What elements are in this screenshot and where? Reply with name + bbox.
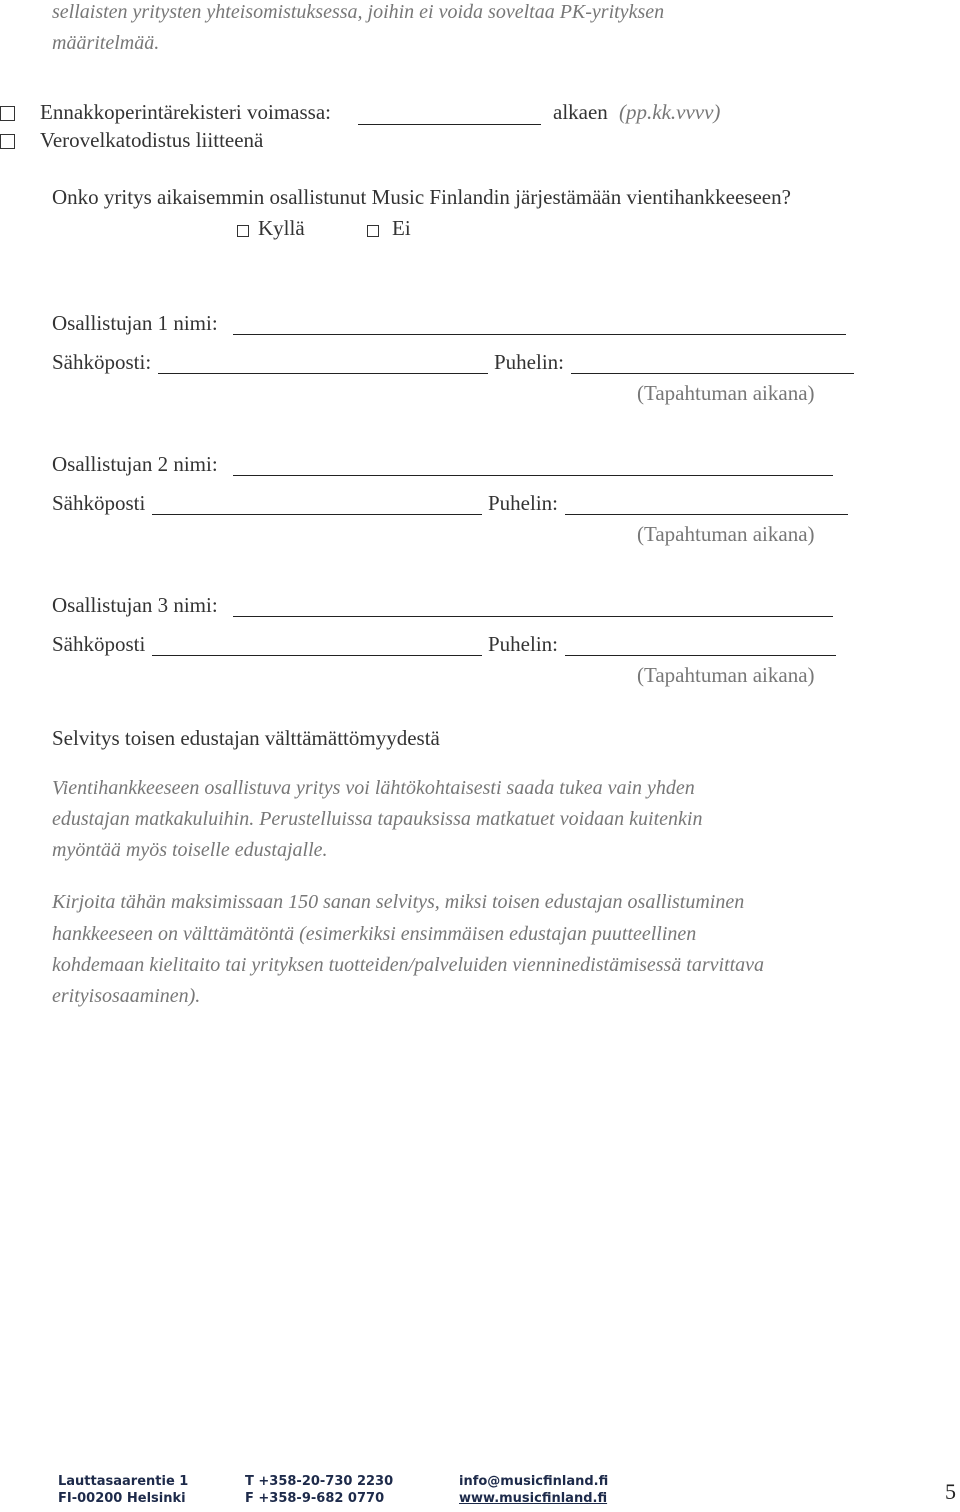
footer-fax: F +358-9-682 0770 [245, 1491, 385, 1506]
participant-3-email-field[interactable] [152, 655, 482, 656]
second-rep-para2-line: erityisosaaminen). [52, 985, 201, 1007]
second-rep-para2-line: kohdemaan kielitaito tai yrityksen tuotteiden/palveluiden vienninedistämisessä tarvittava [52, 954, 765, 976]
participant-3-name-label: Osallistujan 3 nimi: [52, 593, 218, 617]
second-rep-para1-line: edustajan matkakuluihin. Perustelluissa tapauksissa matkatuet voidaan kuitenkin [52, 808, 703, 830]
participant-3-phone-field[interactable] [565, 655, 836, 656]
footer-phone: T +358-20-730 2230 [245, 1474, 394, 1489]
participant-3-phone-label: Puhelin: [488, 632, 559, 656]
participant-2-email-field[interactable] [152, 514, 482, 515]
participant-3-phone-hint: (Tapahtuman aikana) [637, 663, 815, 687]
participant-1-name-label: Osallistujan 1 nimi: [52, 311, 218, 335]
footer-address-line-2: FI-00200 Helsinki [58, 1491, 186, 1506]
footer-website-link[interactable]: www.musicfinland.fi [459, 1491, 608, 1506]
verovelka-checkbox[interactable] [0, 134, 15, 149]
participant-3-email-label: Sähköposti [52, 632, 146, 656]
question-text: Onko yritys aikaisemmin osallistunut Music Finlandin järjestämään vientihankkeeseen? [52, 185, 791, 209]
date-format-hint: (pp.kk.vvvv) [619, 100, 721, 124]
ennakko-checkbox[interactable] [0, 106, 15, 121]
yes-checkbox[interactable] [237, 225, 249, 237]
participant-2-phone-label: Puhelin: [488, 491, 559, 515]
page-number: 5 [945, 1479, 956, 1504]
participant-2-phone-field[interactable] [565, 514, 848, 515]
participant-2-phone-hint: (Tapahtuman aikana) [637, 522, 815, 546]
footer-address [58, 1473, 188, 1507]
footer-phones [245, 1473, 393, 1507]
participant-1-email-field[interactable] [158, 373, 488, 374]
ennakko-date-field[interactable] [358, 124, 541, 125]
participant-2-email-label: Sähköposti [52, 491, 146, 515]
no-checkbox[interactable] [367, 225, 379, 237]
intro-line-1: sellaisten yritysten yhteisomistuksessa, joihin ei voida soveltaa PK-yrityksen [52, 1, 665, 23]
no-label: Ei [392, 216, 411, 240]
participant-2-name-label: Osallistujan 2 nimi: [52, 452, 218, 476]
alkaen-label: alkaen [553, 100, 608, 124]
participant-1-email-label: Sähköposti: [52, 350, 152, 374]
second-rep-para1-line: myöntää myös toiselle edustajalle. [52, 839, 328, 861]
second-rep-para2-line: Kirjoita tähän maksimissaan 150 sanan selvitys, miksi toisen edustajan osallistuminen [52, 891, 745, 913]
participant-1-name-field[interactable] [233, 334, 846, 335]
participant-1-phone-field[interactable] [571, 373, 854, 374]
verovelka-label: Verovelkatodistus liitteenä [40, 128, 264, 152]
footer-email-link[interactable]: info@musicfinland.fi [459, 1474, 609, 1489]
second-rep-heading: Selvitys toisen edustajan välttämättömyydestä [52, 726, 440, 750]
intro-line-2: määritelmää. [52, 32, 160, 54]
ennakko-label: Ennakkoperintärekisteri voimassa: [40, 100, 331, 124]
second-rep-para1-line: Vientihankkeeseen osallistuva yritys voi lähtökohtaisesti saada tukea vain yhden [52, 777, 695, 799]
participant-1-phone-label: Puhelin: [494, 350, 565, 374]
participant-2-name-field[interactable] [233, 475, 833, 476]
footer-contact [459, 1473, 608, 1507]
second-rep-para2-line: hankkeeseen on välttämätöntä (esimerkiksi ensimmäisen edustajan puutteellinen [52, 923, 697, 945]
participant-3-name-field[interactable] [233, 616, 833, 617]
footer-address-line-1: Lauttasaarentie 1 [58, 1474, 189, 1489]
participant-1-phone-hint: (Tapahtuman aikana) [637, 381, 815, 405]
yes-label: Kyllä [258, 216, 305, 240]
